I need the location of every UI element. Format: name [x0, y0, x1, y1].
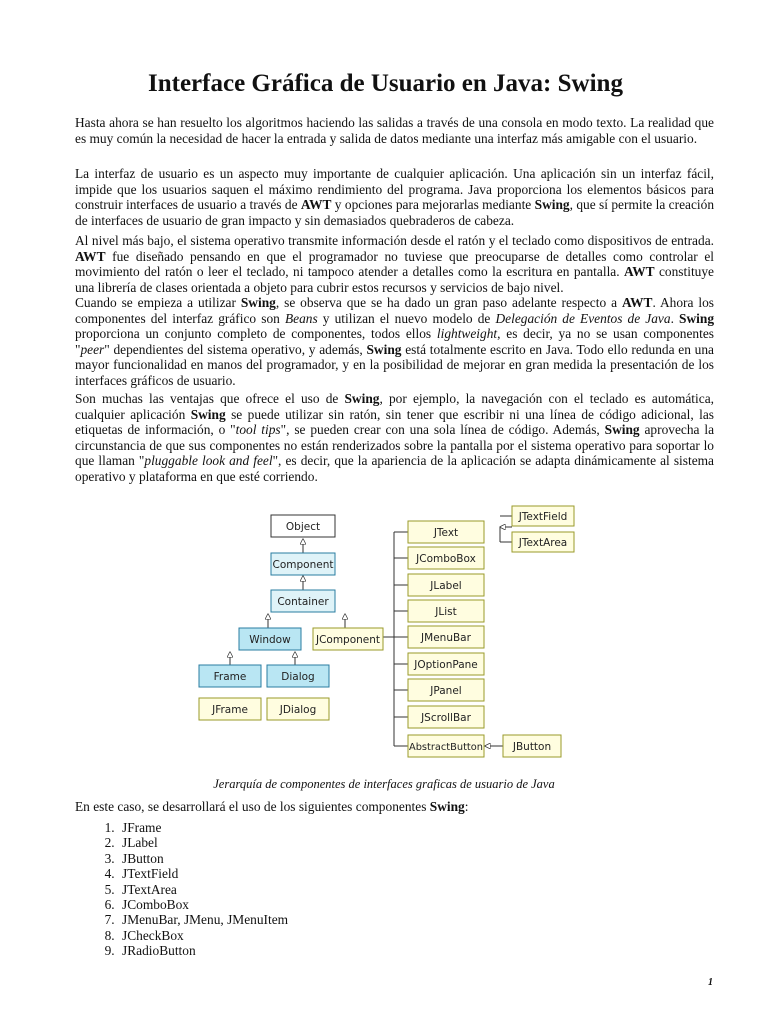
svg-text:Dialog: Dialog — [281, 671, 315, 683]
list-item: 7. JMenuBar, JMenu, JMenuItem — [118, 912, 288, 927]
svg-text:JText: JText — [433, 527, 459, 539]
box-jcomponent — [313, 628, 383, 650]
svg-text:Component: Component — [272, 559, 334, 571]
list-item: 3. JButton — [118, 851, 288, 866]
list-item: 6. JComboBox — [118, 897, 288, 912]
svg-text:JTextField: JTextField — [518, 511, 568, 523]
svg-text:JMenuBar: JMenuBar — [421, 632, 471, 644]
svg-text:Frame: Frame — [213, 671, 247, 683]
list-item: 1. JFrame — [118, 820, 288, 835]
box-jscrollbar — [408, 706, 484, 728]
box-jcombobox — [408, 547, 484, 569]
box-object — [271, 515, 335, 537]
box-frame — [199, 665, 261, 687]
page-title: Interface Gráfica de Usuario en Java: Swing — [148, 70, 623, 97]
box-abstractbutton — [408, 735, 484, 757]
svg-text:Window: Window — [249, 634, 291, 646]
box-joptionpane — [408, 653, 484, 675]
paragraph-1: Hasta ahora se han resuelto los algoritmos haciendo las salidas a través de una consola en modo texto. La realidad que es muy común la necesidad de hacer la entrada y salida de datos mediante una interfaz más amigable con el usuario. — [75, 115, 714, 146]
svg-text:JFrame: JFrame — [212, 704, 248, 716]
paragraph-3: Al nivel más bajo, el sistema operativo transmite información desde el ratón y el teclado como dispositivos de entrada. AWT fue diseñado pensando en que el programador no tuviese que preocuparse de detalles como controlar el movimiento del ratón o leer el teclado, ni tampoco atender a detalles como la escritura en pantalla. AWT constituye una librería de clases orientada a objeto para cubrir estos recursos y servicios de bajo nivel. — [75, 233, 715, 295]
box-jtext — [408, 521, 484, 543]
list-item: 9. JRadioButton — [118, 943, 288, 958]
svg-text:JPanel: JPanel — [430, 685, 462, 697]
svg-text:Object: Object — [285, 521, 321, 533]
svg-text:AbstractButton: AbstractButton — [409, 742, 483, 753]
svg-text:JComponent: JComponent — [315, 634, 381, 646]
list-item: 5. JTextArea — [118, 882, 288, 897]
box-jbutton — [503, 735, 561, 757]
list-item: 8. JCheckBox — [118, 928, 288, 943]
svg-text:JTextArea: JTextArea — [518, 537, 568, 549]
box-jtextfield — [512, 506, 574, 526]
box-jlabel — [408, 574, 484, 596]
box-component — [271, 553, 335, 575]
svg-text:JScrollBar: JScrollBar — [421, 712, 471, 724]
box-jmenubar — [408, 626, 484, 648]
page-number: 1 — [708, 977, 713, 988]
svg-text:JComboBox: JComboBox — [416, 553, 476, 565]
svg-text:JOptionPane: JOptionPane — [414, 659, 478, 671]
paragraph-5: Son muchas las ventajas que ofrece el uso de Swing, por ejemplo, la navegación con el teclado es automática, cualquier aplicación Swing se puede utilizar sin ratón, sin tener que escribir ni una línea de código adicional, las etiquetas de información, o "tool tips", se pueden crear con una sola línea de código. Además, Swing aprovecha la circunstancia de que sus componentes no están renderizados sobre la pantalla por el sistema operativo para soportar lo que llaman "pluggable look and feel", es decir, que la apariencia de la aplicación se adapta dinámicamente al sistema operativo y plataforma en que esté corriendo. — [75, 391, 715, 484]
box-jdialog — [267, 698, 329, 720]
components-list — [75, 820, 288, 959]
paragraph-2: La interfaz de usuario es un aspecto muy importante de cualquier aplicación. Una aplicación sin un interfaz fácil, impide que los usuarios saquen el máximo rendimiento del programa. Java proporciona los elementos básicos para construir interfaces de usuario a través de AWT y opciones para mejorarlas mediante Swing, que sí permite la creación de interfaces de usuario de gran impacto y sin demasiados quebraderos de cabeza. — [75, 166, 715, 228]
paragraph-4: Cuando se empieza a utilizar Swing, se observa que se ha dado un gran paso adelante respecto a AWT. Ahora los componentes del interfaz gráfico son Beans y utilizan el nuevo modelo de Delegación de Eventos de Java. Swing proporciona un conjunto completo de componentes, todos ellos lightweight, es decir, ya no se usan componentes "peer" dependientes del sistema operativo, y además, Swing está totalmente escrito en Java. Todo ello redunda en una mayor funcionalidad en manos del programador, y en la posibilidad de mejorar en gran medida la presentación de los interfaces gráficos de usuario. — [75, 295, 715, 388]
box-jlist — [408, 600, 484, 622]
svg-text:Container: Container — [277, 596, 329, 608]
svg-text:JButton: JButton — [512, 741, 552, 753]
intro-sentence: En este caso, se desarrollará el uso de los siguientes componentes Swing: — [75, 799, 469, 814]
box-dialog — [267, 665, 329, 687]
svg-text:JList: JList — [435, 606, 457, 618]
list-item: 2. JLabel — [118, 835, 288, 850]
box-container — [271, 590, 335, 612]
box-jframe — [199, 698, 261, 720]
box-jtextarea — [512, 532, 574, 552]
list-item: 4. JTextField — [118, 866, 288, 881]
box-jpanel — [408, 679, 484, 701]
box-window — [239, 628, 301, 650]
svg-text:JLabel: JLabel — [430, 580, 462, 592]
svg-text:JDialog: JDialog — [279, 704, 317, 716]
figure-caption: Jerarquía de componentes de interfaces graficas de usuario de Java — [213, 777, 555, 791]
